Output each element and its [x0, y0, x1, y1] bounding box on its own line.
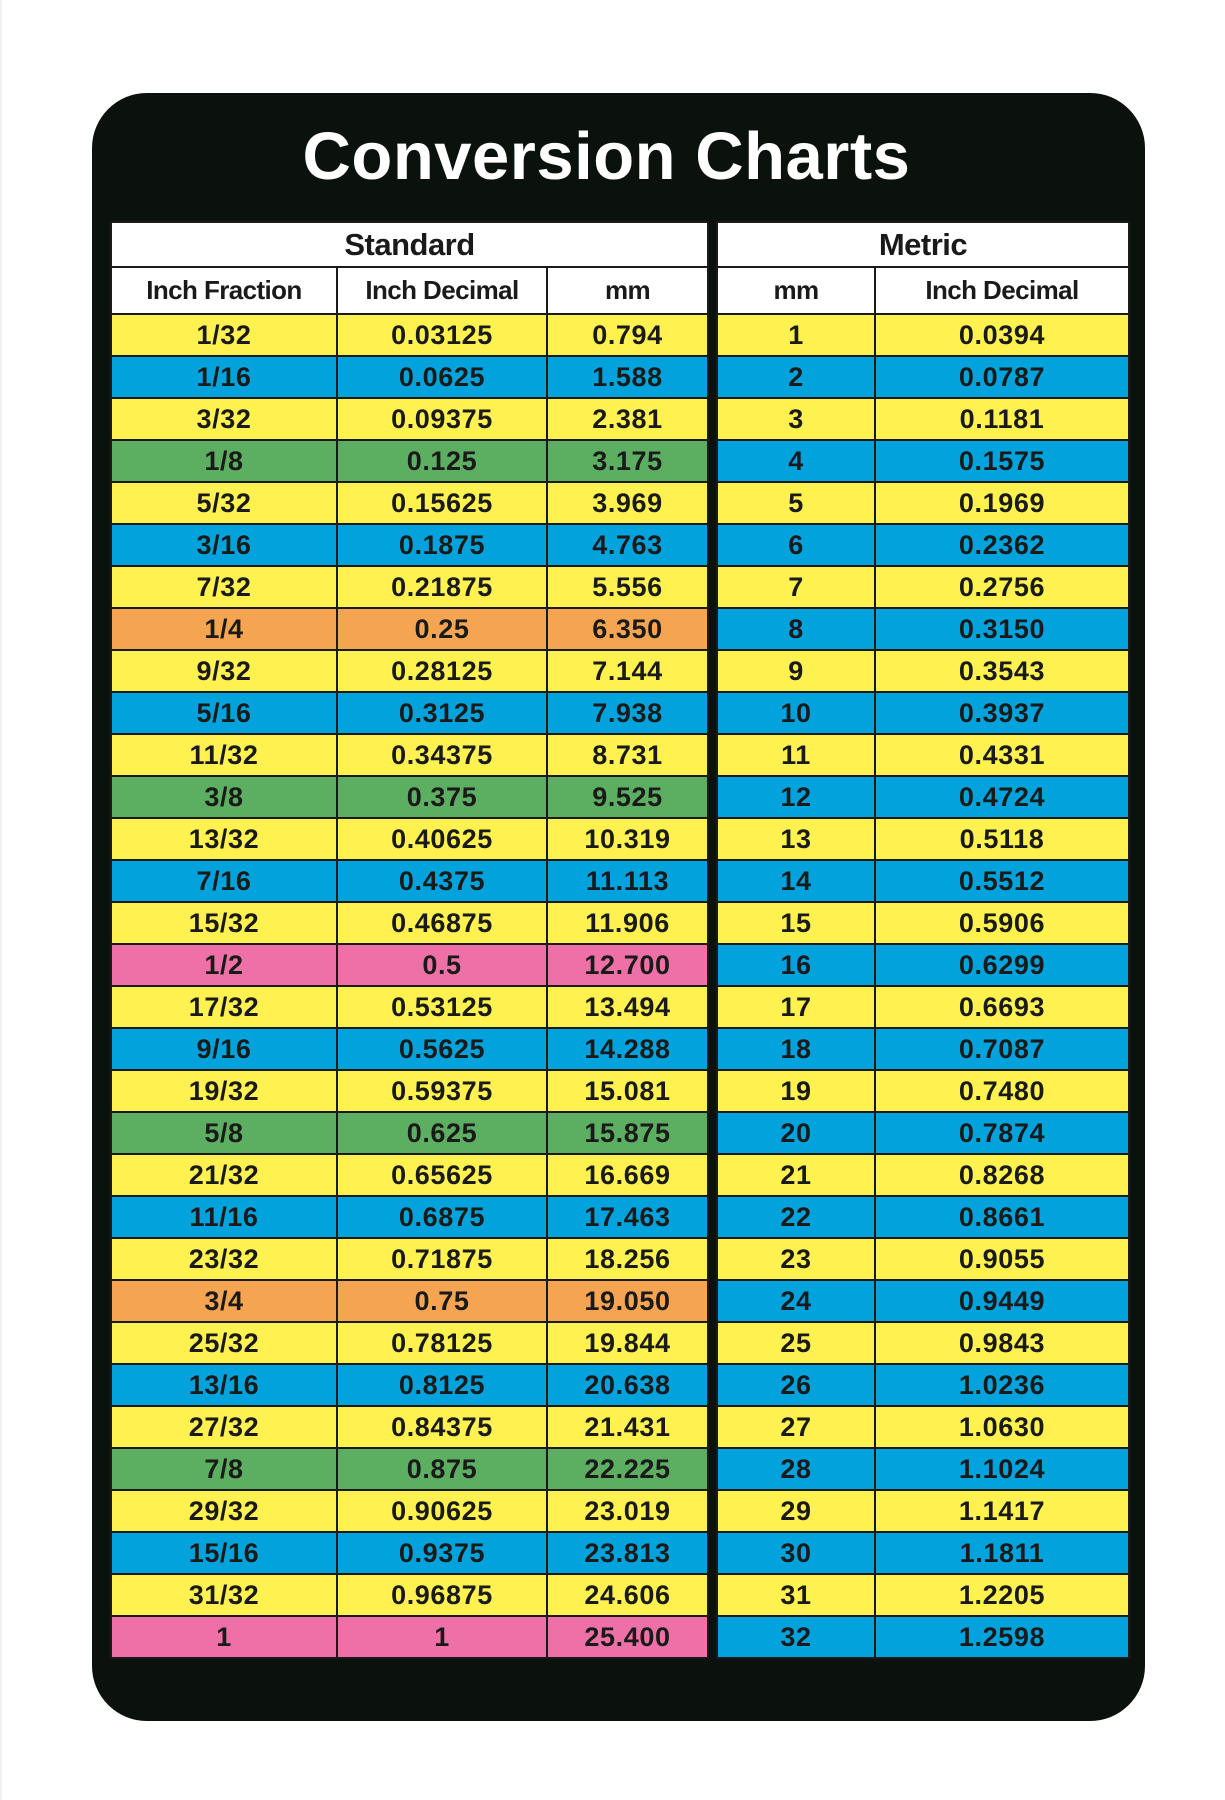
metric-cell-decimal: 1.1811	[875, 1532, 1129, 1574]
metric-cell-mm: 22	[717, 1196, 875, 1238]
metric-row	[717, 1322, 1129, 1364]
standard-row	[111, 650, 708, 692]
standard-cell-fraction: 25/32	[111, 1322, 337, 1364]
metric-row	[717, 776, 1129, 818]
standard-cell-mm: 23.019	[547, 1490, 708, 1532]
standard-cell-decimal: 0.5625	[337, 1028, 547, 1070]
standard-row	[111, 1616, 708, 1658]
metric-heading: Metric	[717, 222, 1129, 267]
standard-cell-fraction: 9/32	[111, 650, 337, 692]
metric-cell-mm: 19	[717, 1070, 875, 1112]
metric-cell-decimal: 1.1024	[875, 1448, 1129, 1490]
metric-cell-decimal: 0.0394	[875, 314, 1129, 356]
standard-row	[111, 902, 708, 944]
standard-row	[111, 1532, 708, 1574]
metric-table	[716, 221, 1130, 1659]
page-edge	[0, 0, 2, 1800]
metric-cell-mm: 6	[717, 524, 875, 566]
standard-cell-mm: 15.875	[547, 1112, 708, 1154]
metric-cell-mm: 4	[717, 440, 875, 482]
metric-cell-decimal: 0.6299	[875, 944, 1129, 986]
metric-cell-mm: 12	[717, 776, 875, 818]
standard-cell-mm: 18.256	[547, 1238, 708, 1280]
metric-cell-decimal: 1.0630	[875, 1406, 1129, 1448]
standard-cell-decimal: 0.21875	[337, 566, 547, 608]
standard-row	[111, 1238, 708, 1280]
standard-cell-fraction: 1/16	[111, 356, 337, 398]
metric-cell-decimal: 0.4724	[875, 776, 1129, 818]
standard-cell-mm: 11.906	[547, 902, 708, 944]
standard-row	[111, 1364, 708, 1406]
standard-row	[111, 860, 708, 902]
metric-cell-mm: 32	[717, 1616, 875, 1658]
standard-cell-decimal: 0.59375	[337, 1070, 547, 1112]
metric-row	[717, 356, 1129, 398]
standard-row	[111, 1280, 708, 1322]
standard-cell-mm: 7.144	[547, 650, 708, 692]
standard-row	[111, 692, 708, 734]
metric-cell-mm: 5	[717, 482, 875, 524]
standard-cell-fraction: 19/32	[111, 1070, 337, 1112]
standard-column-header-row	[111, 267, 708, 314]
standard-cell-mm: 20.638	[547, 1364, 708, 1406]
metric-cell-decimal: 0.3150	[875, 608, 1129, 650]
metric-row	[717, 902, 1129, 944]
metric-cell-decimal: 0.5118	[875, 818, 1129, 860]
standard-cell-fraction: 29/32	[111, 1490, 337, 1532]
standard-cell-mm: 10.319	[547, 818, 708, 860]
standard-cell-fraction: 3/4	[111, 1280, 337, 1322]
standard-cell-mm: 11.113	[547, 860, 708, 902]
standard-cell-mm: 4.763	[547, 524, 708, 566]
standard-row	[111, 944, 708, 986]
standard-table	[110, 221, 709, 1659]
metric-row	[717, 860, 1129, 902]
standard-cell-decimal: 0.1875	[337, 524, 547, 566]
standard-row	[111, 734, 708, 776]
standard-cell-mm: 14.288	[547, 1028, 708, 1070]
standard-cell-fraction: 5/16	[111, 692, 337, 734]
metric-cell-mm: 14	[717, 860, 875, 902]
standard-row	[111, 482, 708, 524]
metric-cell-mm: 29	[717, 1490, 875, 1532]
metric-cell-mm: 8	[717, 608, 875, 650]
standard-cell-fraction: 31/32	[111, 1574, 337, 1616]
metric-cell-mm: 16	[717, 944, 875, 986]
metric-cell-decimal: 0.6693	[875, 986, 1129, 1028]
standard-cell-decimal: 1	[337, 1616, 547, 1658]
metric-cell-mm: 28	[717, 1448, 875, 1490]
standard-row	[111, 1322, 708, 1364]
standard-cell-decimal: 0.40625	[337, 818, 547, 860]
metric-cell-decimal: 0.4331	[875, 734, 1129, 776]
standard-row	[111, 1196, 708, 1238]
metric-cell-decimal: 0.9843	[875, 1322, 1129, 1364]
metric-cell-mm: 26	[717, 1364, 875, 1406]
metric-cell-mm: 3	[717, 398, 875, 440]
metric-row	[717, 566, 1129, 608]
standard-cell-decimal: 0.71875	[337, 1238, 547, 1280]
metric-cell-decimal: 0.1969	[875, 482, 1129, 524]
standard-cell-decimal: 0.03125	[337, 314, 547, 356]
standard-cell-fraction: 7/16	[111, 860, 337, 902]
standard-row	[111, 986, 708, 1028]
metric-row	[717, 944, 1129, 986]
standard-cell-decimal: 0.75	[337, 1280, 547, 1322]
metric-row	[717, 692, 1129, 734]
metric-row	[717, 650, 1129, 692]
standard-cell-fraction: 3/8	[111, 776, 337, 818]
metric-row	[717, 1028, 1129, 1070]
standard-cell-mm: 0.794	[547, 314, 708, 356]
metric-row	[717, 1364, 1129, 1406]
metric-cell-mm: 10	[717, 692, 875, 734]
standard-cell-mm: 2.381	[547, 398, 708, 440]
metric-cell-decimal: 0.9055	[875, 1238, 1129, 1280]
standard-row	[111, 1070, 708, 1112]
standard-row	[111, 1574, 708, 1616]
metric-row	[717, 986, 1129, 1028]
standard-row	[111, 440, 708, 482]
standard-cell-mm: 9.525	[547, 776, 708, 818]
metric-cell-decimal: 0.9449	[875, 1280, 1129, 1322]
metric-cell-decimal: 0.5906	[875, 902, 1129, 944]
standard-group-header-row	[111, 222, 708, 267]
standard-cell-decimal: 0.46875	[337, 902, 547, 944]
standard-row	[111, 818, 708, 860]
standard-cell-mm: 3.175	[547, 440, 708, 482]
standard-cell-fraction: 3/16	[111, 524, 337, 566]
standard-cell-fraction: 15/16	[111, 1532, 337, 1574]
metric-cell-mm: 15	[717, 902, 875, 944]
metric-cell-mm: 1	[717, 314, 875, 356]
standard-cell-mm: 15.081	[547, 1070, 708, 1112]
metric-row	[717, 818, 1129, 860]
standard-cell-mm: 1.588	[547, 356, 708, 398]
standard-cell-decimal: 0.0625	[337, 356, 547, 398]
standard-cell-fraction: 1/4	[111, 608, 337, 650]
metric-cell-decimal: 0.7874	[875, 1112, 1129, 1154]
metric-row	[717, 1448, 1129, 1490]
standard-row	[111, 1490, 708, 1532]
metric-cell-mm: 13	[717, 818, 875, 860]
standard-cell-fraction: 1/2	[111, 944, 337, 986]
standard-cell-mm: 13.494	[547, 986, 708, 1028]
standard-cell-mm: 7.938	[547, 692, 708, 734]
metric-cell-mm: 17	[717, 986, 875, 1028]
standard-cell-fraction: 21/32	[111, 1154, 337, 1196]
standard-table-body	[111, 314, 708, 1658]
standard-cell-fraction: 13/16	[111, 1364, 337, 1406]
standard-cell-decimal: 0.15625	[337, 482, 547, 524]
standard-cell-mm: 16.669	[547, 1154, 708, 1196]
metric-cell-mm: 31	[717, 1574, 875, 1616]
standard-cell-mm: 19.050	[547, 1280, 708, 1322]
metric-cell-decimal: 0.0787	[875, 356, 1129, 398]
standard-cell-mm: 17.463	[547, 1196, 708, 1238]
standard-cell-mm: 24.606	[547, 1574, 708, 1616]
metric-row	[717, 1532, 1129, 1574]
standard-cell-decimal: 0.25	[337, 608, 547, 650]
standard-cell-decimal: 0.6875	[337, 1196, 547, 1238]
metric-row	[717, 524, 1129, 566]
standard-cell-mm: 8.731	[547, 734, 708, 776]
standard-cell-decimal: 0.625	[337, 1112, 547, 1154]
standard-cell-mm: 6.350	[547, 608, 708, 650]
metric-row	[717, 1238, 1129, 1280]
standard-cell-decimal: 0.9375	[337, 1532, 547, 1574]
metric-group-header-row	[717, 222, 1129, 267]
metric-row	[717, 1280, 1129, 1322]
standard-cell-decimal: 0.875	[337, 1448, 547, 1490]
metric-row	[717, 398, 1129, 440]
standard-cell-mm: 22.225	[547, 1448, 708, 1490]
standard-cell-decimal: 0.28125	[337, 650, 547, 692]
metric-row	[717, 314, 1129, 356]
metric-cell-mm: 23	[717, 1238, 875, 1280]
standard-row	[111, 1112, 708, 1154]
standard-cell-decimal: 0.65625	[337, 1154, 547, 1196]
metric-row	[717, 1070, 1129, 1112]
standard-cell-decimal: 0.375	[337, 776, 547, 818]
standard-row	[111, 1154, 708, 1196]
standard-cell-mm: 12.700	[547, 944, 708, 986]
standard-cell-fraction: 13/32	[111, 818, 337, 860]
metric-cell-mm: 11	[717, 734, 875, 776]
standard-cell-mm: 19.844	[547, 1322, 708, 1364]
standard-cell-decimal: 0.96875	[337, 1574, 547, 1616]
standard-cell-decimal: 0.09375	[337, 398, 547, 440]
standard-cell-decimal: 0.5	[337, 944, 547, 986]
standard-cell-mm: 3.969	[547, 482, 708, 524]
standard-cell-decimal: 0.8125	[337, 1364, 547, 1406]
standard-cell-fraction: 5/32	[111, 482, 337, 524]
metric-cell-mm: 7	[717, 566, 875, 608]
column-header-mm: mm	[717, 267, 875, 314]
metric-row	[717, 1574, 1129, 1616]
standard-cell-fraction: 5/8	[111, 1112, 337, 1154]
standard-cell-fraction: 27/32	[111, 1406, 337, 1448]
standard-cell-mm: 23.813	[547, 1532, 708, 1574]
standard-cell-decimal: 0.3125	[337, 692, 547, 734]
standard-cell-decimal: 0.125	[337, 440, 547, 482]
metric-row	[717, 1196, 1129, 1238]
metric-cell-mm: 20	[717, 1112, 875, 1154]
standard-row	[111, 1406, 708, 1448]
standard-row	[111, 314, 708, 356]
standard-row	[111, 356, 708, 398]
standard-cell-fraction: 9/16	[111, 1028, 337, 1070]
standard-cell-fraction: 7/32	[111, 566, 337, 608]
metric-cell-decimal: 1.2205	[875, 1574, 1129, 1616]
standard-cell-mm: 25.400	[547, 1616, 708, 1658]
metric-row	[717, 1154, 1129, 1196]
standard-cell-fraction: 11/16	[111, 1196, 337, 1238]
standard-cell-mm: 21.431	[547, 1406, 708, 1448]
metric-cell-decimal: 0.8268	[875, 1154, 1129, 1196]
metric-cell-decimal: 1.0236	[875, 1364, 1129, 1406]
metric-cell-decimal: 0.7480	[875, 1070, 1129, 1112]
metric-cell-decimal: 0.1575	[875, 440, 1129, 482]
metric-row	[717, 1112, 1129, 1154]
standard-row	[111, 566, 708, 608]
metric-row	[717, 482, 1129, 524]
standard-cell-decimal: 0.90625	[337, 1490, 547, 1532]
metric-cell-decimal: 0.5512	[875, 860, 1129, 902]
standard-cell-fraction: 7/8	[111, 1448, 337, 1490]
metric-cell-mm: 27	[717, 1406, 875, 1448]
metric-cell-mm: 25	[717, 1322, 875, 1364]
metric-cell-decimal: 0.1181	[875, 398, 1129, 440]
standard-cell-decimal: 0.4375	[337, 860, 547, 902]
standard-row	[111, 776, 708, 818]
standard-row	[111, 1028, 708, 1070]
metric-row	[717, 734, 1129, 776]
metric-row	[717, 608, 1129, 650]
metric-cell-mm: 9	[717, 650, 875, 692]
metric-cell-mm: 21	[717, 1154, 875, 1196]
metric-cell-decimal: 1.2598	[875, 1616, 1129, 1658]
standard-cell-decimal: 0.53125	[337, 986, 547, 1028]
column-header-inch-decimal: Inch Decimal	[337, 267, 547, 314]
metric-table-body	[717, 314, 1129, 1658]
standard-heading: Standard	[111, 222, 708, 267]
standard-cell-decimal: 0.34375	[337, 734, 547, 776]
standard-cell-fraction: 23/32	[111, 1238, 337, 1280]
metric-cell-mm: 18	[717, 1028, 875, 1070]
standard-cell-fraction: 17/32	[111, 986, 337, 1028]
standard-cell-fraction: 1/8	[111, 440, 337, 482]
standard-cell-decimal: 0.84375	[337, 1406, 547, 1448]
standard-cell-fraction: 3/32	[111, 398, 337, 440]
metric-row	[717, 440, 1129, 482]
standard-cell-fraction: 1	[111, 1616, 337, 1658]
column-header-inch-fraction: Inch Fraction	[111, 267, 337, 314]
metric-row	[717, 1406, 1129, 1448]
metric-cell-decimal: 0.3937	[875, 692, 1129, 734]
standard-row	[111, 398, 708, 440]
page-title: Conversion Charts	[302, 119, 911, 194]
standard-cell-fraction: 15/32	[111, 902, 337, 944]
standard-cell-fraction: 11/32	[111, 734, 337, 776]
column-header-inch-decimal: Inch Decimal	[875, 267, 1129, 314]
metric-cell-decimal: 0.8661	[875, 1196, 1129, 1238]
metric-column-header-row	[717, 267, 1129, 314]
metric-cell-mm: 2	[717, 356, 875, 398]
metric-cell-decimal: 0.2756	[875, 566, 1129, 608]
standard-row	[111, 1448, 708, 1490]
standard-cell-decimal: 0.78125	[337, 1322, 547, 1364]
metric-cell-decimal: 0.3543	[875, 650, 1129, 692]
standard-cell-mm: 5.556	[547, 566, 708, 608]
metric-cell-decimal: 1.1417	[875, 1490, 1129, 1532]
column-header-mm: mm	[547, 267, 708, 314]
metric-cell-mm: 30	[717, 1532, 875, 1574]
metric-cell-mm: 24	[717, 1280, 875, 1322]
metric-cell-decimal: 0.2362	[875, 524, 1129, 566]
metric-cell-decimal: 0.7087	[875, 1028, 1129, 1070]
metric-row	[717, 1616, 1129, 1658]
standard-cell-fraction: 1/32	[111, 314, 337, 356]
standard-row	[111, 608, 708, 650]
standard-row	[111, 524, 708, 566]
metric-row	[717, 1490, 1129, 1532]
